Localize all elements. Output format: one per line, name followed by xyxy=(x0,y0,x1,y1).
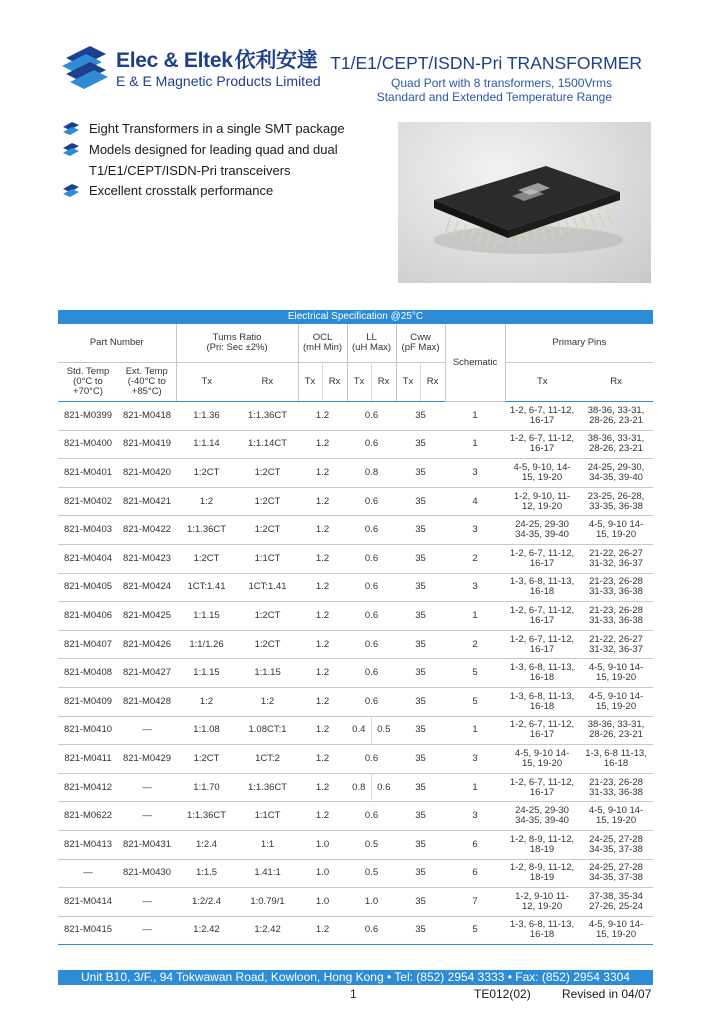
cell-ll: 0.6 xyxy=(347,544,396,573)
cell-std-part: — xyxy=(58,859,118,888)
document-subtitle-1: Quad Port with 8 transformers, 1500Vrms xyxy=(391,76,612,90)
cell-ext-part: 821-M0431 xyxy=(118,830,176,859)
cell-schematic: 1 xyxy=(445,773,505,802)
cell-schematic: 5 xyxy=(445,687,505,716)
cell-std-part: 821-M0414 xyxy=(58,888,118,917)
cell-turns-tx: 1:1.36CT xyxy=(176,802,237,831)
cell-ll: 0.5 xyxy=(347,830,396,859)
cell-pin-rx: 21-23, 26-28 31-33, 36-38 xyxy=(579,573,653,602)
cell-ocl: 1.2 xyxy=(298,544,347,573)
cell-cww: 35 xyxy=(396,544,445,573)
header-part-number: Part Number xyxy=(58,324,176,363)
page-number: 1 xyxy=(350,987,357,1001)
cell-pin-tx: 1-2, 6-7, 11-12, 16-17 xyxy=(505,716,579,745)
table-row xyxy=(58,916,653,945)
cell-turns-rx: 1:1CT xyxy=(237,544,298,573)
cell-turns-tx: 1:2.42 xyxy=(176,916,237,945)
cell-pin-tx: 4-5, 9-10 14-15, 19-20 xyxy=(505,745,579,774)
cell-ocl: 1.2 xyxy=(298,602,347,631)
cell-turns-tx: 1:2 xyxy=(176,487,237,516)
cell-ext-part: 821-M0420 xyxy=(118,459,176,488)
header-ll-tx: Tx xyxy=(347,363,371,402)
cell-ll: 0.6 xyxy=(347,602,396,631)
cell-ext-part: — xyxy=(118,773,176,802)
cell-std-part: 821-M0413 xyxy=(58,830,118,859)
table-row xyxy=(58,859,653,888)
cell-ocl: 1.2 xyxy=(298,916,347,945)
table-row xyxy=(58,487,653,516)
cell-pin-rx: 24-25, 29-30, 34-35, 39-40 xyxy=(579,459,653,488)
cell-ocl: 1.0 xyxy=(298,830,347,859)
cell-turns-tx: 1:2CT xyxy=(176,544,237,573)
cell-pin-tx: 1-2, 8-9, 11-12, 18-19 xyxy=(505,830,579,859)
cell-ext-part: 821-M0423 xyxy=(118,544,176,573)
cell-pin-rx: 21-22, 26-27 31-32, 36-37 xyxy=(579,630,653,659)
cell-cww: 35 xyxy=(396,888,445,917)
table-row xyxy=(58,459,653,488)
table-row xyxy=(58,830,653,859)
document-subtitle-2: Standard and Extended Temperature Range xyxy=(376,90,612,104)
cell-ext-part: 821-M0421 xyxy=(118,487,176,516)
cell-ext-part: 821-M0430 xyxy=(118,859,176,888)
cell-schematic: 5 xyxy=(445,916,505,945)
cell-cww: 35 xyxy=(396,687,445,716)
cell-pin-tx: 1-2, 8-9, 11-12, 18-19 xyxy=(505,859,579,888)
header-pin-tx: Tx xyxy=(505,363,579,402)
cell-ll: 0.6 xyxy=(347,630,396,659)
cell-pin-tx: 1-2, 9-10 11-12, 19-20 xyxy=(505,888,579,917)
cell-cww: 35 xyxy=(396,745,445,774)
cell-schematic: 1 xyxy=(445,402,505,431)
cell-pin-rx: 24-25, 27-28 34-35, 37-38 xyxy=(579,859,653,888)
cell-cww: 35 xyxy=(396,602,445,631)
header-ocl: OCL (mH Min) xyxy=(298,324,347,363)
cell-ext-part: — xyxy=(118,716,176,745)
cell-turns-tx: 1:1.70 xyxy=(176,773,237,802)
header-std-temp: Std. Temp (0°C to +70°C) xyxy=(58,363,118,402)
cell-pin-tx: 1-2, 6-7, 11-12, 16-17 xyxy=(505,402,579,431)
cell-ll: 1.0 xyxy=(347,888,396,917)
feature-item: Models designed for leading quad and dual xyxy=(62,142,338,157)
cell-std-part: 821-M0404 xyxy=(58,544,118,573)
cell-std-part: 821-M0400 xyxy=(58,430,118,459)
cell-pin-tx: 1-3, 6-8, 11-13, 16-18 xyxy=(505,687,579,716)
footer-address: Unit B10, 3/F., 94 Tokwawan Road, Kowloon, Hong Kong • Tel: (852) 2954 3333 • Fax: (852) 2954 3304 xyxy=(58,970,653,985)
cell-cww: 35 xyxy=(396,430,445,459)
cell-ll: 0.5 xyxy=(347,859,396,888)
cell-std-part: 821-M0409 xyxy=(58,687,118,716)
cell-ocl: 1.0 xyxy=(298,859,347,888)
cell-pin-rx: 1-3, 6-8 11-13, 16-18 xyxy=(579,745,653,774)
table-row xyxy=(58,687,653,716)
cell-turns-tx: 1:2/2.4 xyxy=(176,888,237,917)
cell-cww: 35 xyxy=(396,716,445,745)
cell-pin-rx: 4-5, 9-10 14-15, 19-20 xyxy=(579,916,653,945)
cell-pin-rx: 38-36, 33-31, 28-26, 23-21 xyxy=(579,430,653,459)
cell-std-part: 821-M0402 xyxy=(58,487,118,516)
cell-std-part: 821-M0401 xyxy=(58,459,118,488)
cell-cww: 35 xyxy=(396,573,445,602)
cell-ocl: 1.2 xyxy=(298,659,347,688)
cell-schematic: 3 xyxy=(445,745,505,774)
cell-turns-rx: 1:0.79/1 xyxy=(237,888,298,917)
table-row xyxy=(58,430,653,459)
header-tr-rx: Rx xyxy=(237,363,298,402)
cell-ocl: 1.2 xyxy=(298,487,347,516)
cell-turns-tx: 1:1/1.26 xyxy=(176,630,237,659)
cell-ext-part: 821-M0424 xyxy=(118,573,176,602)
cell-pin-tx: 1-3, 6-8, 11-13, 16-18 xyxy=(505,659,579,688)
cell-turns-rx: 1:1CT xyxy=(237,802,298,831)
header-ll-rx: Rx xyxy=(371,363,396,402)
header-ocl-rx: Rx xyxy=(322,363,347,402)
cell-ext-part: — xyxy=(118,888,176,917)
cell-ll-rx: 0.5 xyxy=(371,716,396,745)
cell-schematic: 2 xyxy=(445,630,505,659)
cell-ocl: 1.2 xyxy=(298,516,347,545)
cell-ext-part: — xyxy=(118,916,176,945)
cell-ext-part: 821-M0426 xyxy=(118,630,176,659)
cell-ocl: 1.2 xyxy=(298,716,347,745)
cell-ext-part: 821-M0429 xyxy=(118,745,176,774)
cell-pin-rx: 4-5, 9-10 14-15, 19-20 xyxy=(579,802,653,831)
table-row xyxy=(58,802,653,831)
cell-ocl: 1.2 xyxy=(298,430,347,459)
document-id: TE012(02) xyxy=(474,987,531,1001)
cell-pin-rx: 4-5, 9-10 14-15, 19-20 xyxy=(579,687,653,716)
cell-pin-rx: 38-36, 33-31, 28-26, 23-21 xyxy=(579,716,653,745)
cell-turns-rx: 1:2.42 xyxy=(237,916,298,945)
table-row xyxy=(58,888,653,917)
cell-cww: 35 xyxy=(396,859,445,888)
cell-turns-rx: 1:2CT xyxy=(237,602,298,631)
cell-pin-rx: 4-5, 9-10 14-15, 19-20 xyxy=(579,516,653,545)
cell-pin-rx: 21-23, 26-28 31-33, 36-38 xyxy=(579,602,653,631)
cell-std-part: 821-M0399 xyxy=(58,402,118,431)
cell-schematic: 1 xyxy=(445,716,505,745)
cell-pin-tx: 1-2, 6-7, 11-12, 16-17 xyxy=(505,773,579,802)
cell-schematic: 6 xyxy=(445,830,505,859)
cell-std-part: 821-M0406 xyxy=(58,602,118,631)
cell-turns-tx: 1:1.15 xyxy=(176,659,237,688)
company-logo xyxy=(60,44,110,90)
bullet-icon xyxy=(62,184,80,198)
cell-cww: 35 xyxy=(396,659,445,688)
header-tr-tx: Tx xyxy=(176,363,237,402)
cell-turns-rx: 1:2CT xyxy=(237,630,298,659)
cell-cww: 35 xyxy=(396,516,445,545)
cell-pin-rx: 23-25, 26-28, 33-35, 36-38 xyxy=(579,487,653,516)
cell-ocl: 1.2 xyxy=(298,687,347,716)
cell-std-part: 821-M0411 xyxy=(58,745,118,774)
cell-turns-tx: 1:2 xyxy=(176,687,237,716)
cell-turns-rx: 1CT:1.41 xyxy=(237,573,298,602)
cell-std-part: 821-M0622 xyxy=(58,802,118,831)
cell-schematic: 2 xyxy=(445,544,505,573)
cell-pin-tx: 1-2, 6-7, 11-12, 16-17 xyxy=(505,602,579,631)
table-row xyxy=(58,573,653,602)
cell-turns-tx: 1:1.5 xyxy=(176,859,237,888)
cell-ocl: 1.2 xyxy=(298,630,347,659)
cell-turns-rx: 1:2CT xyxy=(237,516,298,545)
header-cww: Cww (pF Max) xyxy=(396,324,445,363)
cell-pin-rx: 21-23, 26-28 31-33, 36-38 xyxy=(579,773,653,802)
cell-ocl: 1.0 xyxy=(298,888,347,917)
cell-ocl: 1.2 xyxy=(298,802,347,831)
cell-turns-rx: 1.08CT:1 xyxy=(237,716,298,745)
cell-schematic: 6 xyxy=(445,859,505,888)
spec-title-bar: Electrical Specification @25°C xyxy=(58,310,653,324)
table-row xyxy=(58,745,653,774)
cell-turns-tx: 1CT:1.41 xyxy=(176,573,237,602)
cell-schematic: 1 xyxy=(445,430,505,459)
cell-pin-rx: 21-22, 26-27 31-32, 36-37 xyxy=(579,544,653,573)
bullet-icon xyxy=(62,143,80,157)
cell-ll: 0.6 xyxy=(347,573,396,602)
cell-pin-rx: 37-38, 35-34 27-26, 25-24 xyxy=(579,888,653,917)
cell-cww: 35 xyxy=(396,459,445,488)
header-cww-tx: Tx xyxy=(396,363,420,402)
cell-turns-tx: 1:1.15 xyxy=(176,602,237,631)
cell-pin-tx: 1-2, 6-7, 11-12, 16-17 xyxy=(505,630,579,659)
header-cww-rx: Rx xyxy=(420,363,445,402)
cell-pin-tx: 24-25, 29-30 34-35, 39-40 xyxy=(505,802,579,831)
cell-ll-tx: 0.8 xyxy=(347,773,371,802)
cell-pin-tx: 1-2, 6-7, 11-12, 16-17 xyxy=(505,544,579,573)
table-row xyxy=(58,716,653,745)
cell-ocl: 1.2 xyxy=(298,773,347,802)
cell-turns-tx: 1:1.36 xyxy=(176,402,237,431)
table-row xyxy=(58,602,653,631)
cell-pin-tx: 1-3, 6-8, 11-13, 16-18 xyxy=(505,573,579,602)
cell-ext-part: 821-M0425 xyxy=(118,602,176,631)
header-ext-temp: Ext. Temp (-40°C to +85°C) xyxy=(118,363,176,402)
cell-turns-rx: 1:2CT xyxy=(237,487,298,516)
cell-ext-part: 821-M0422 xyxy=(118,516,176,545)
cell-std-part: 821-M0415 xyxy=(58,916,118,945)
cell-ll: 0.8 xyxy=(347,459,396,488)
cell-cww: 35 xyxy=(396,830,445,859)
cell-turns-tx: 1:2.4 xyxy=(176,830,237,859)
revision-date: Revised in 04/07 xyxy=(562,987,652,1001)
cell-ext-part: 821-M0419 xyxy=(118,430,176,459)
cell-turns-tx: 1:2CT xyxy=(176,745,237,774)
cell-ocl: 1.2 xyxy=(298,573,347,602)
cell-turns-rx: 1:1 xyxy=(237,830,298,859)
cell-turns-rx: 1:2CT xyxy=(237,459,298,488)
spec-table-body xyxy=(58,402,653,945)
cell-ll: 0.6 xyxy=(347,802,396,831)
table-row xyxy=(58,773,653,802)
cell-pin-rx: 24-25, 27-28 34-35, 37-38 xyxy=(579,830,653,859)
cell-turns-tx: 1:1.14 xyxy=(176,430,237,459)
cell-std-part: 821-M0410 xyxy=(58,716,118,745)
cell-turns-rx: 1:2 xyxy=(237,687,298,716)
cell-schematic: 1 xyxy=(445,602,505,631)
header-pin-rx: Rx xyxy=(579,363,653,402)
cell-std-part: 821-M0408 xyxy=(58,659,118,688)
brand-name: Elec & Eltek依利安達 xyxy=(116,49,318,72)
cell-turns-tx: 1:1.08 xyxy=(176,716,237,745)
cell-ll: 0.6 xyxy=(347,516,396,545)
cell-ext-part: — xyxy=(118,802,176,831)
cell-ext-part: 821-M0428 xyxy=(118,687,176,716)
document-title: T1/E1/CEPT/ISDN-Pri TRANSFORMER xyxy=(330,53,642,73)
feature-item: Excellent crosstalk performance xyxy=(62,183,273,198)
table-row xyxy=(58,544,653,573)
cell-ll: 0.6 xyxy=(347,402,396,431)
feature-item: Eight Transformers in a single SMT package xyxy=(62,121,345,136)
cell-turns-rx: 1:1.15 xyxy=(237,659,298,688)
cell-turns-rx: 1CT:2 xyxy=(237,745,298,774)
cell-turns-tx: 1:2CT xyxy=(176,459,237,488)
cell-ll-tx: 0.4 xyxy=(347,716,371,745)
feature-item: T1/E1/CEPT/ISDN-Pri transceivers xyxy=(89,163,291,178)
cell-ll: 0.6 xyxy=(347,916,396,945)
cell-ocl: 1.2 xyxy=(298,402,347,431)
cell-turns-rx: 1:1.36CT xyxy=(237,773,298,802)
header-ll: LL (uH Max) xyxy=(347,324,396,363)
cell-schematic: 7 xyxy=(445,888,505,917)
cell-pin-tx: 24-25, 29-30 34-35, 39-40 xyxy=(505,516,579,545)
product-photo xyxy=(398,122,651,283)
cell-ext-part: 821-M0418 xyxy=(118,402,176,431)
cell-schematic: 3 xyxy=(445,573,505,602)
cell-cww: 35 xyxy=(396,402,445,431)
cell-ll: 0.6 xyxy=(347,687,396,716)
cell-turns-rx: 1:1.14CT xyxy=(237,430,298,459)
spec-table xyxy=(58,324,653,945)
cell-cww: 35 xyxy=(396,487,445,516)
cell-turns-rx: 1:1.36CT xyxy=(237,402,298,431)
cell-cww: 35 xyxy=(396,802,445,831)
cell-schematic: 3 xyxy=(445,516,505,545)
cell-std-part: 821-M0403 xyxy=(58,516,118,545)
cell-std-part: 821-M0407 xyxy=(58,630,118,659)
bullet-icon xyxy=(62,122,80,136)
cell-cww: 35 xyxy=(396,630,445,659)
cell-pin-tx: 1-2, 6-7, 11-12, 16-17 xyxy=(505,430,579,459)
cell-ext-part: 821-M0427 xyxy=(118,659,176,688)
cell-std-part: 821-M0405 xyxy=(58,573,118,602)
table-row xyxy=(58,630,653,659)
cell-turns-rx: 1.41:1 xyxy=(237,859,298,888)
cell-schematic: 4 xyxy=(445,487,505,516)
header-primary-pins: Primary Pins xyxy=(505,324,653,363)
cell-ocl: 1.2 xyxy=(298,745,347,774)
cell-ocl: 1.2 xyxy=(298,459,347,488)
cell-schematic: 3 xyxy=(445,802,505,831)
table-row xyxy=(58,402,653,431)
cell-pin-rx: 4-5, 9-10 14-15, 19-20 xyxy=(579,659,653,688)
cell-pin-tx: 1-3, 6-8, 11-13, 16-18 xyxy=(505,916,579,945)
cell-std-part: 821-M0412 xyxy=(58,773,118,802)
cell-turns-tx: 1:1.36CT xyxy=(176,516,237,545)
cell-ll-rx: 0.6 xyxy=(371,773,396,802)
cell-cww: 35 xyxy=(396,916,445,945)
cell-ll: 0.6 xyxy=(347,745,396,774)
cell-schematic: 3 xyxy=(445,459,505,488)
header-turns-ratio: Turns Ratio (Pri: Sec ±2%) xyxy=(176,324,298,363)
cell-ll: 0.6 xyxy=(347,659,396,688)
header-ocl-tx: Tx xyxy=(298,363,322,402)
table-row xyxy=(58,516,653,545)
cell-pin-tx: 4-5, 9-10, 14-15, 19-20 xyxy=(505,459,579,488)
table-row xyxy=(58,659,653,688)
cell-pin-tx: 1-2, 9-10, 11-12, 19-20 xyxy=(505,487,579,516)
cell-schematic: 5 xyxy=(445,659,505,688)
cell-cww: 35 xyxy=(396,773,445,802)
cell-ll: 0.6 xyxy=(347,430,396,459)
header-schematic: Schematic xyxy=(445,324,505,402)
cell-ll: 0.6 xyxy=(347,487,396,516)
brand-subtitle: E & E Magnetic Products Limited xyxy=(116,73,321,89)
cell-pin-rx: 38-36, 33-31, 28-26, 23-21 xyxy=(579,402,653,431)
